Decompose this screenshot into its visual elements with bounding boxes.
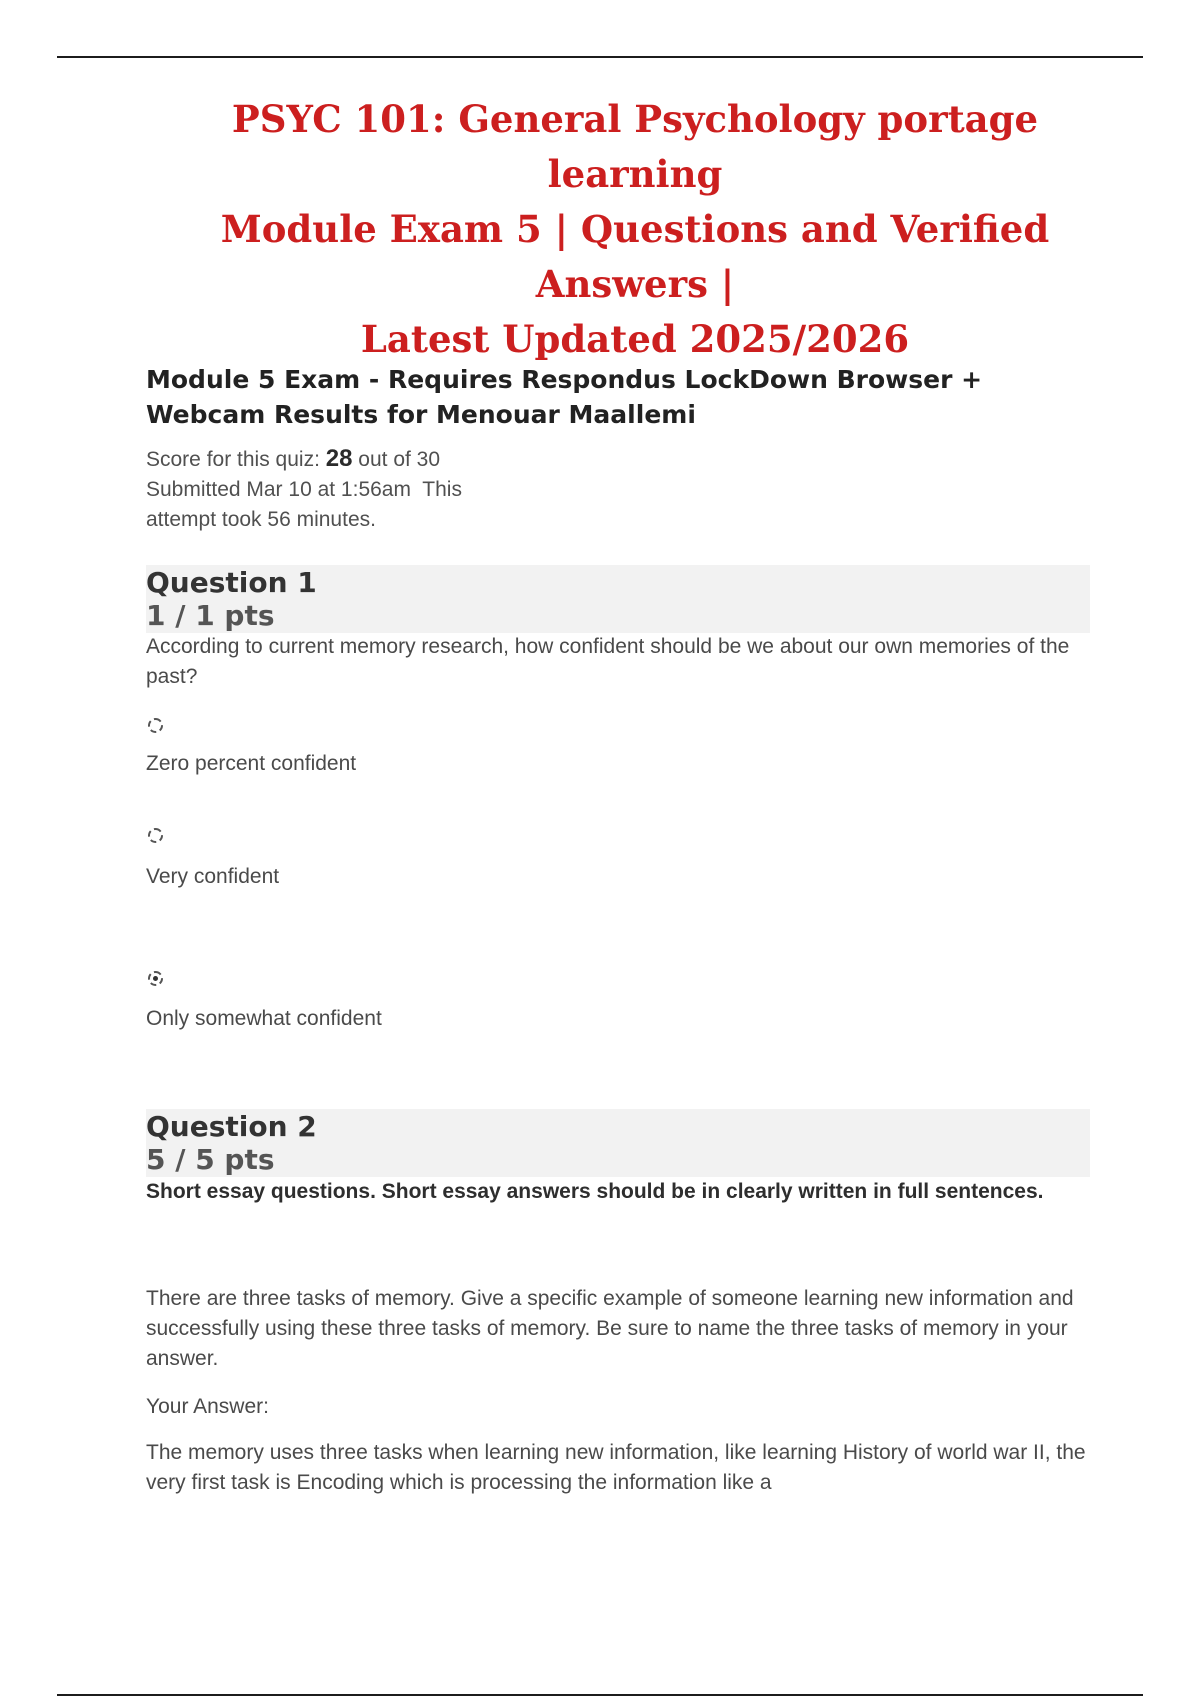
quiz-heading-line-2: Webcam Results for Menouar Maallemi (146, 400, 696, 429)
score-value: 28 (325, 445, 353, 472)
document-title (140, 92, 1130, 367)
option-label-3: Only somewhat confident (146, 1007, 382, 1030)
score-prefix: Score for this quiz: (146, 448, 326, 471)
quiz-heading-line-1: Module 5 Exam - Requires Respondus LockDown Browser + (146, 365, 983, 394)
attempt-text-a: This (422, 478, 462, 501)
option-radio-2[interactable] (148, 828, 163, 843)
question-2-title: Question 2 (146, 1110, 317, 1143)
question-1-title: Question 1 (146, 566, 317, 599)
quiz-meta (146, 444, 526, 535)
question-2-instructions: Short essay questions. Short essay answers should be in clearly written in full sentences. (146, 1180, 1044, 1203)
question-1-points: 1 / 1 pts (146, 599, 275, 632)
answer-label: Your Answer: (146, 1395, 269, 1418)
question-2-points: 5 / 5 pts (146, 1143, 275, 1176)
question-2-header (146, 1109, 1090, 1177)
top-rule (57, 56, 1143, 58)
option-label-1: Zero percent confident (146, 752, 357, 775)
question-2-answer: The memory uses three tasks when learning new information, like learning History of world war II, the very first task is Encoding which is processing the information like a (146, 1441, 1086, 1494)
title-line-3: Latest Updated 2025/2026 (360, 317, 910, 361)
question-1-header (146, 565, 1090, 633)
score-line (146, 444, 526, 475)
score-suffix: out of 30 (352, 448, 441, 471)
attempt-line: attempt took 56 minutes. (146, 508, 376, 531)
question-1-prompt: According to current memory research, how confident should be we about our own memories of the past? (146, 635, 1070, 688)
submitted-line (146, 475, 526, 505)
quiz-heading (146, 362, 1090, 432)
option-radio-1[interactable] (148, 718, 163, 733)
title-line-1: PSYC 101: General Psychology portage learning (231, 97, 1039, 196)
option-label-2: Very confident (146, 865, 280, 888)
submitted-text: Submitted Mar 10 at 1:56am (146, 478, 411, 501)
question-2-prompt: There are three tasks of memory. Give a specific example of someone learning new information and successfully using these three tasks of memory. Be sure to name the three tasks of memory in your answer. (146, 1287, 1074, 1370)
option-radio-3-selected[interactable] (148, 971, 163, 986)
title-line-2: Module Exam 5 | Questions and Verified Answers | (220, 207, 1050, 306)
bottom-rule (57, 1694, 1143, 1696)
